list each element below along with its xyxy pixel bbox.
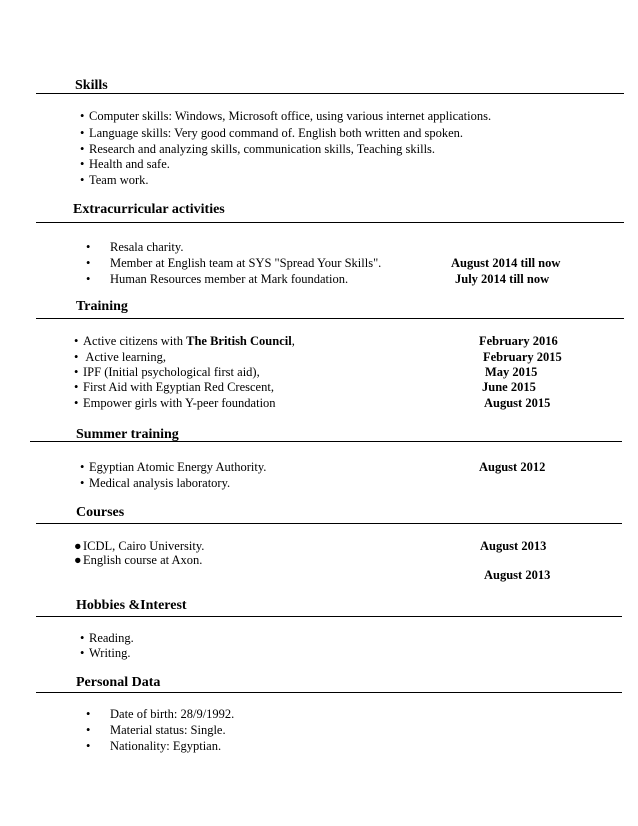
bullet-icon: • xyxy=(86,272,91,286)
list-item: • Active learning, xyxy=(74,350,166,364)
bullet-icon: • xyxy=(80,142,85,156)
section-divider xyxy=(36,616,622,617)
bullet-icon: • xyxy=(80,173,85,187)
section-heading-extracurricular: Extracurricular activities xyxy=(73,202,225,217)
bullet-icon: • xyxy=(80,646,85,660)
bullet-icon: • xyxy=(80,126,85,140)
section-heading-courses: Courses xyxy=(76,505,125,520)
list-item: • Team work. xyxy=(80,173,149,187)
bullet-icon: • xyxy=(80,157,85,171)
section-divider xyxy=(36,93,624,94)
date-label: August 2015 xyxy=(484,396,551,410)
bullet-icon: • xyxy=(80,109,85,123)
bullet-icon: • xyxy=(86,739,91,753)
section-heading-skills: Skills xyxy=(75,78,108,93)
section-divider xyxy=(36,222,624,223)
list-item: • Language skills: Very good command of. English both written and spoken. xyxy=(80,126,464,140)
bullet-icon: • xyxy=(74,350,79,364)
list-item: • Medical analysis laboratory. xyxy=(80,476,231,490)
list-item: • Member at English team at SYS "Spread Your Skills". xyxy=(86,256,382,270)
list-item: • Reading. xyxy=(80,631,134,645)
list-item: • First Aid with Egyptian Red Crescent, xyxy=(74,380,274,394)
section-heading-summer-training: Summer training xyxy=(76,427,179,442)
list-item: • Health and safe. xyxy=(80,157,170,171)
list-item: • Writing. xyxy=(80,646,131,660)
bullet-icon: ● xyxy=(74,553,82,567)
section-divider xyxy=(30,441,622,442)
section-divider xyxy=(36,318,624,319)
bullet-icon: • xyxy=(80,460,85,474)
bullet-icon: • xyxy=(74,396,79,410)
section-heading-personal-data: Personal Data xyxy=(76,675,161,690)
list-item: • Date of birth: 28/9/1992. xyxy=(86,707,235,721)
date-label: August 2014 till now xyxy=(451,256,561,270)
list-item: ●English course at Axon. xyxy=(74,553,203,567)
section-divider xyxy=(36,523,622,524)
bullet-icon: • xyxy=(74,365,79,379)
section-divider xyxy=(36,692,622,693)
list-item: • Active citizens with The British Council, xyxy=(74,334,295,348)
date-label: June 2015 xyxy=(482,380,536,394)
list-item: • Empower girls with Y-peer foundation xyxy=(74,396,276,410)
date-label: February 2015 xyxy=(483,350,562,364)
date-label: August 2013 xyxy=(480,539,547,553)
bullet-icon: • xyxy=(80,631,85,645)
date-label: May 2015 xyxy=(485,365,538,379)
list-item: ●ICDL, Cairo University. xyxy=(74,539,205,553)
bullet-icon: • xyxy=(86,240,91,254)
list-item: • Nationality: Egyptian. xyxy=(86,739,222,753)
bullet-icon: • xyxy=(86,723,91,737)
bullet-icon: • xyxy=(74,334,79,348)
bullet-icon: ● xyxy=(74,539,82,553)
date-label: August 2013 xyxy=(484,568,551,582)
date-label: July 2014 till now xyxy=(455,272,550,286)
list-item: • Resala charity. xyxy=(86,240,184,254)
bullet-icon: • xyxy=(74,380,79,394)
bullet-icon: • xyxy=(86,707,91,721)
section-heading-hobbies: Hobbies &Interest xyxy=(76,598,187,613)
date-label: August 2012 xyxy=(479,460,546,474)
section-heading-training: Training xyxy=(76,299,128,314)
list-item: • Research and analyzing skills, communication skills, Teaching skills. xyxy=(80,142,436,156)
list-item: • Human Resources member at Mark foundation. xyxy=(86,272,349,286)
bullet-icon: • xyxy=(86,256,91,270)
bullet-icon: • xyxy=(80,476,85,490)
list-item: • Egyptian Atomic Energy Authority. xyxy=(80,460,267,474)
list-item: • IPF (Initial psychological first aid), xyxy=(74,365,260,379)
date-label: February 2016 xyxy=(479,334,558,348)
list-item: • Material status: Single. xyxy=(86,723,226,737)
list-item: • Computer skills: Windows, Microsoft office, using various internet applications. xyxy=(80,109,492,123)
